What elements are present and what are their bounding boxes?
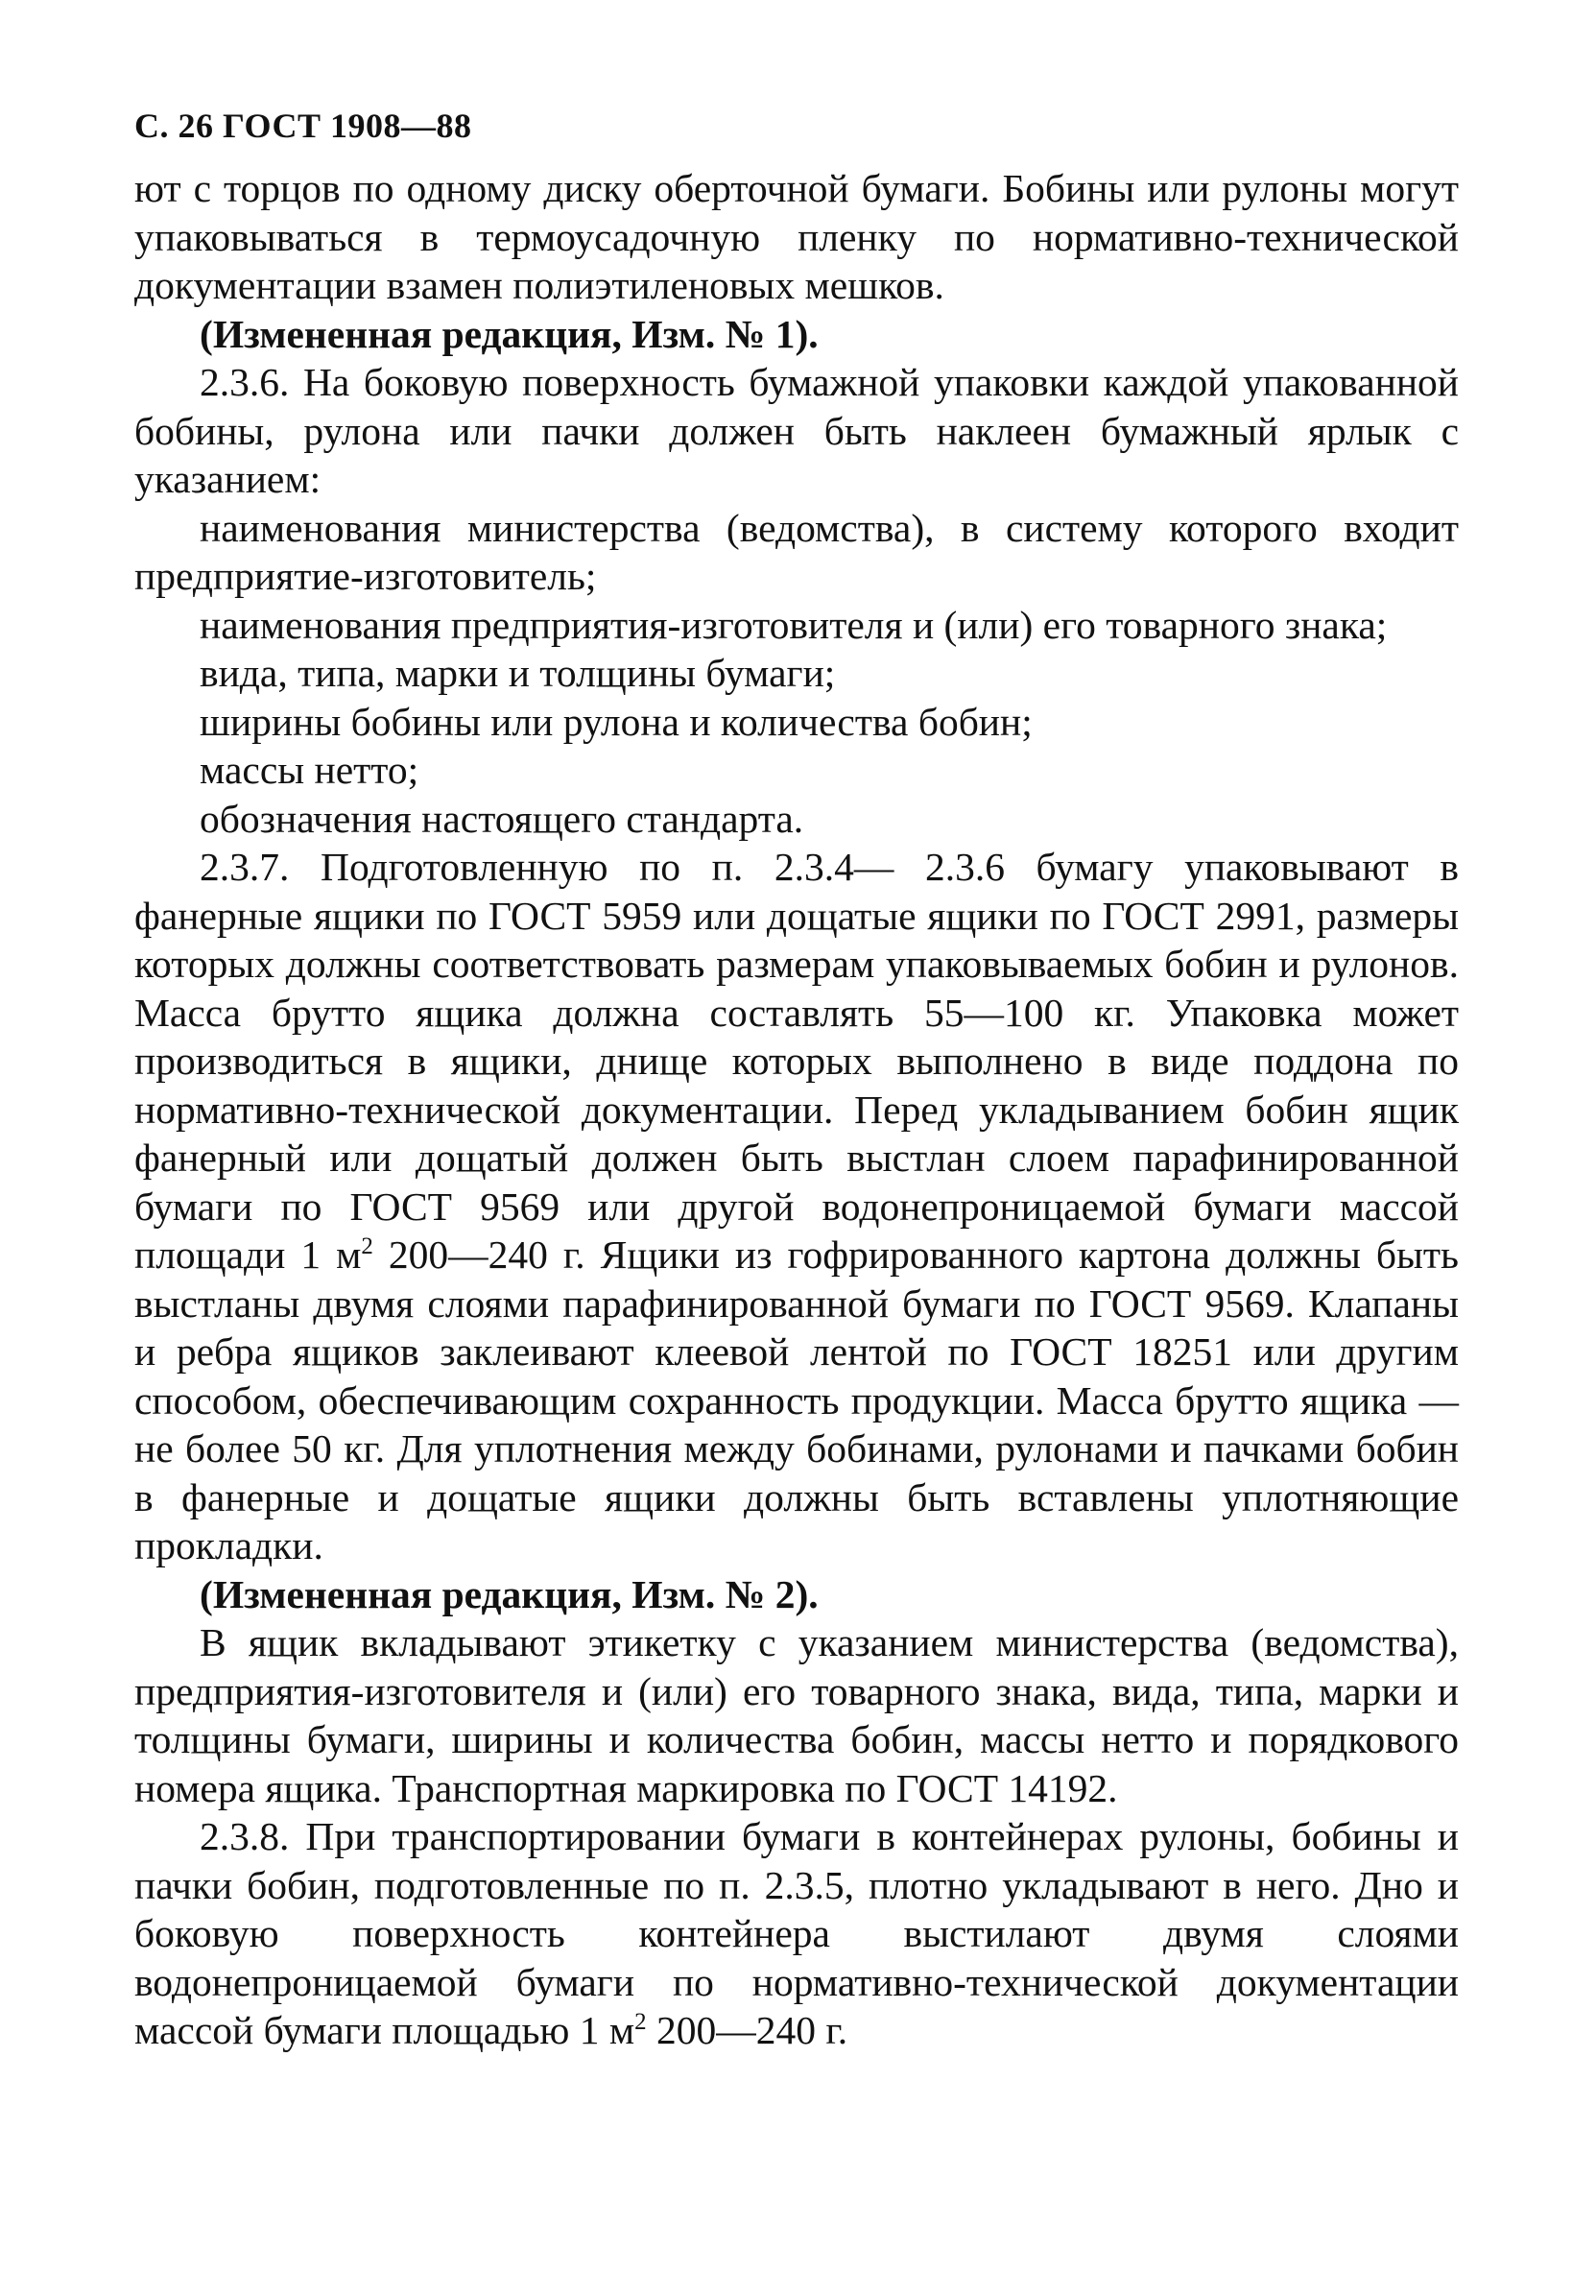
paragraph-label-insert: В ящик вкладывают этикетку с указанием министерства (ведомства), предприятия-изготовителя и (или) его товарного знака, вида, типа, марки и толщины бумаги, ширины и количества бобин, массы нетто и порядкового номера ящика. Транспортная маркировка по ГОСТ 14192. [134, 1620, 1459, 1810]
list-item-paper-type: вида, типа, марки и толщины бумаги; [200, 651, 836, 696]
page-header: С. 26 ГОСТ 1908—88 [134, 107, 472, 145]
list-item-manufacturer: наименования предприятия-изготовителя и (или) его товарного знака; [200, 602, 1388, 647]
amendment-note-1: (Измененная редакция, Изм. № 1). [200, 311, 819, 356]
superscript-square: 2 [361, 1233, 373, 1260]
list-item-standard: обозначения настоящего стандарта. [200, 796, 804, 841]
superscript-square: 2 [634, 2009, 647, 2036]
paragraph-2-3-6: 2.3.6. На боковую поверхность бумажной упаковки каждой упакованной бобины, рулона или пачки должен быть наклеен бумажный ярлык с указанием: [134, 360, 1459, 502]
paragraph-2-3-7-part-a: 2.3.7. Подготовленную по п. 2.3.4— 2.3.6 бумагу упаковывают в фанерные ящики по ГОСТ 5959 или дощатые ящики по ГОСТ 2991, размеры которых должны соответствовать размерам упаковываемых бобин и рулонов. Масса брутто ящика должна составлять 55—100 кг. Упаковка может производиться в ящики, днище которых выполнено в виде поддона по нормативно-технической документации. Перед укладыванием бобин ящик фанерный или дощатый должен быть выстлан слоем парафинированной бумаги по ГОСТ 9569 или другой водонепроницаемой бумаги массой площади 1 м [134, 845, 1459, 1278]
document-page [134, 106, 1459, 2055]
paragraph-2-3-7 [134, 843, 1459, 1570]
list-item-width: ширины бобины или рулона и количества бобин; [200, 699, 1033, 744]
list-item-ministry: наименования министерства (ведомства), в систему которого входит предприятие-изготовитель; [134, 505, 1459, 599]
paragraph-2-3-8-part-a: 2.3.8. При транспортировании бумаги в контейнерах рулоны, бобины и пачки бобин, подготовленные по п. 2.3.5, плотно укладывают в него. Дно и боковую поверхность контейнера выстилают двумя слоями водонепроницаемой бумаги по нормативно-технической документации массой бумаги площадью 1 м [134, 1814, 1459, 2053]
paragraph-2-3-8-part-b: 200—240 г. [646, 2008, 848, 2053]
paragraph-continuation: ют с торцов по одному диску оберточной бумаги. Бобины или рулоны могут упаковываться в термоусадочную пленку по нормативно-технической документации взамен полиэтиленовых мешков. [134, 166, 1459, 308]
paragraph-2-3-7-part-b: 200—240 г. Ящики из гофрированного картона должны быть выстланы двумя слоями парафинированной бумаги по ГОСТ 9569. Клапаны и ребра ящиков заклеивают клеевой лентой по ГОСТ 18251 или другим способом, обеспечивающим сохранность продукции. Масса брутто ящика — не более 50 кг. Для уплотнения между бобинами, рулонами и пачками бобин в фанерные и дощатые ящики должны быть вставлены уплотняющие прокладки. [134, 1232, 1459, 1568]
paragraph-2-3-8 [134, 1812, 1459, 2055]
list-item-net-mass: массы нетто; [200, 748, 419, 793]
amendment-note-2: (Измененная редакция, Изм. № 2). [200, 1571, 819, 1616]
